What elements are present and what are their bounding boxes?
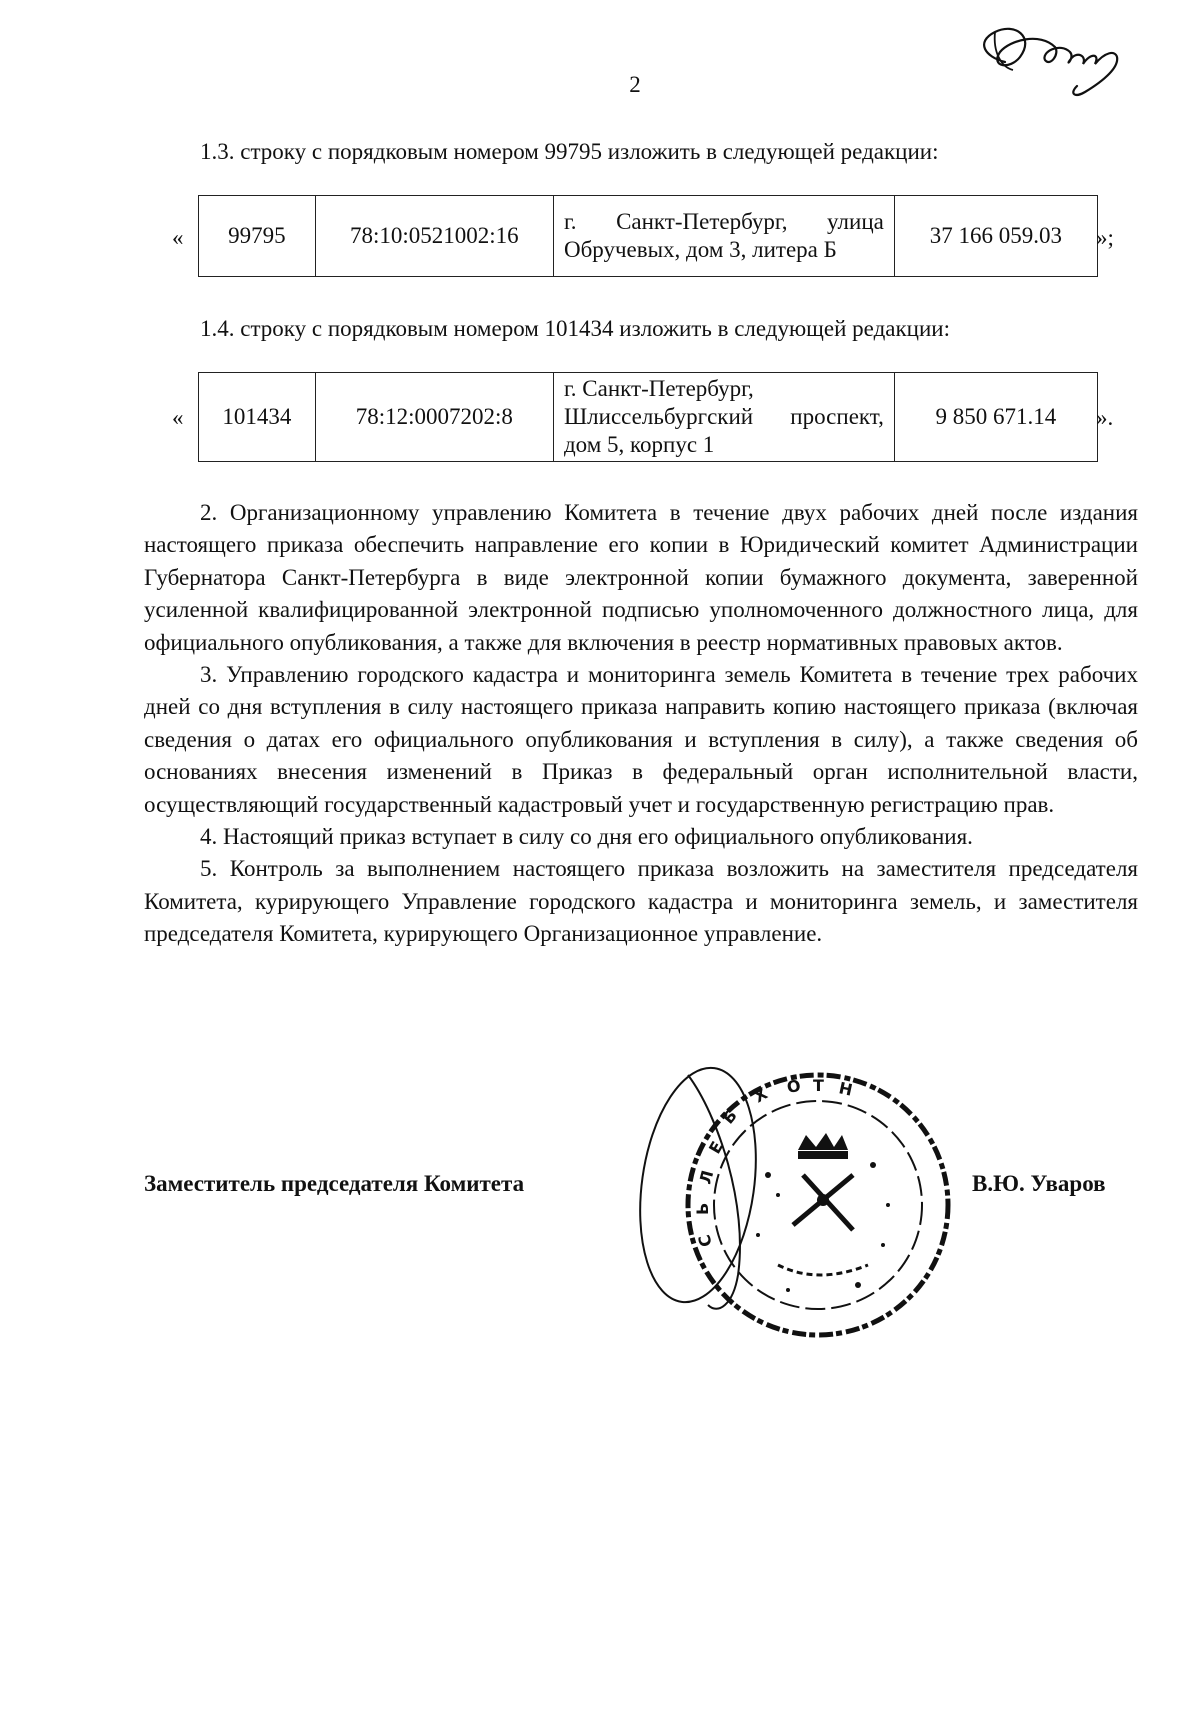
- address-line: г. Санкт-Петербург,: [563, 376, 754, 401]
- page-number: 2: [629, 72, 641, 97]
- clause-1-4-table: [198, 372, 1098, 462]
- table-row: [199, 196, 1098, 277]
- row-number-cell: 101434: [199, 373, 316, 462]
- svg-text:О: О: [785, 1075, 803, 1097]
- row-number-cell: 99795: [199, 196, 316, 277]
- paragraph-3: 3. Управлению городского кадастра и мониторинга земель Комитета в течение трех рабочих дней со дня вступления в силу настоящего приказа направить копию настоящего приказа (включая сведения о датах его официального опубликования и вступления в силу), а также сведения об основаниях внесения изменений в Приказ в федеральный орган исполнительной власти, осуществляющий государственный кадастровый учет и государственную регистрацию прав.: [144, 662, 1138, 817]
- value-cell: 9 850 671.14: [894, 373, 1097, 462]
- address-line: Шлиссельбургский проспект,: [563, 404, 884, 429]
- signer-name: В.Ю. Уваров: [972, 1171, 1106, 1196]
- svg-text:С: С: [694, 1232, 716, 1249]
- table-row: [199, 373, 1098, 462]
- address-cell: [553, 373, 894, 462]
- address-line: Обручевых, дом 3, литера Б: [563, 237, 837, 262]
- svg-text:Н: Н: [837, 1078, 855, 1100]
- clause-1-3-close-quote: »;: [1096, 225, 1114, 250]
- address-cell: [553, 196, 894, 277]
- clause-1-3-intro: 1.3. строку с порядковым номером 99795 изложить в следующей редакции:: [200, 139, 939, 164]
- paragraph-4: 4. Настоящий приказ вступает в силу со дня его официального опубликования.: [200, 824, 973, 850]
- official-seal-icon: [628, 1055, 968, 1345]
- svg-text:Е: Е: [705, 1138, 727, 1157]
- signer-title: Заместитель председателя Комитета: [144, 1171, 525, 1196]
- clause-1-3-open-quote: «: [172, 225, 184, 250]
- paragraph-5: 5. Контроль за выполнением настоящего приказа возложить на заместителя председателя Комитета, курирующего Управление городского кадастра и мониторинга земель, и заместителя председателя Комитета, курирующего Организационное управление.: [144, 856, 1138, 947]
- svg-text:Т: Т: [813, 1076, 824, 1095]
- clause-1-4-open-quote: «: [172, 405, 184, 430]
- svg-text:Ь: Ь: [693, 1202, 712, 1215]
- cadastral-number-cell: 78:10:0521002:16: [315, 196, 553, 277]
- svg-text:Х: Х: [750, 1083, 771, 1107]
- clause-1-4-intro: 1.4. строку с порядковым номером 101434 изложить в следующей редакции:: [200, 316, 950, 341]
- address-line: дом 5, корпус 1: [563, 432, 715, 457]
- clause-1-3-table: [198, 195, 1098, 277]
- value-cell: 37 166 059.03: [894, 196, 1097, 277]
- svg-text:Б: Б: [718, 1106, 741, 1128]
- paragraph-2: 2. Организационному управлению Комитета в течение двух рабочих дней после издания настоящего приказа обеспечить направление его копии в Юридический комитет Администрации Губернатора Санкт-Петербурга в виде электронной копии бумажного документа, заверенной усиленной квалифицированной электронной подписью уполномоченного должностного лица, для официального опубликования, а также для включения в реестр нормативных правовых актов.: [144, 500, 1138, 655]
- address-line: г. Санкт-Петербург, улица: [563, 209, 884, 234]
- clause-1-4-close-quote: ».: [1096, 405, 1114, 430]
- handwritten-signature-icon: [965, 12, 1130, 102]
- svg-text:Л: Л: [695, 1168, 718, 1187]
- document-body: [144, 497, 1138, 951]
- cadastral-number-cell: 78:12:0007202:8: [315, 373, 553, 462]
